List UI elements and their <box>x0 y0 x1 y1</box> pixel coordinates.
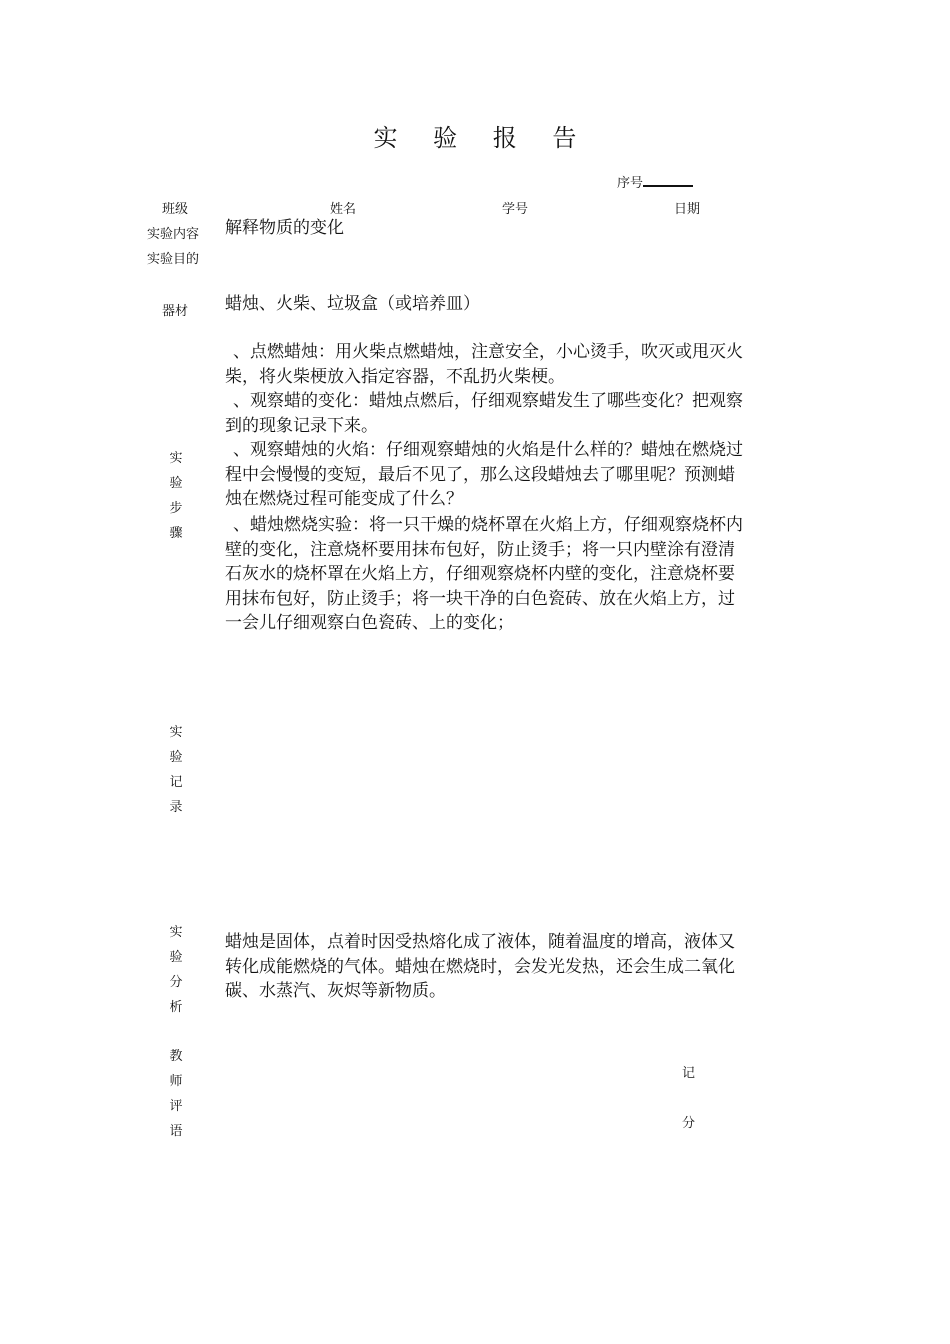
analysis-label-char: 验 <box>169 950 183 965</box>
analysis-line: 转化成能燃烧的气体。蜡烛在燃烧时，会发光发热，还会生成二氧化 <box>225 956 735 977</box>
step-item <box>225 389 810 438</box>
step-line: 烛在燃烧过程可能变成了什么？ <box>225 489 463 509</box>
record-label-char: 录 <box>169 800 183 815</box>
step-line: 一会儿仔细观察白色瓷砖、上的变化； <box>225 613 514 633</box>
analysis-text <box>225 930 810 1004</box>
step-line: 到的现象记录下来。 <box>225 415 378 436</box>
step-item <box>225 340 810 389</box>
record-label-char: 验 <box>169 750 183 765</box>
class-label: 班级 <box>162 202 189 217</box>
comment-label-char: 教 <box>169 1049 183 1064</box>
record-label <box>166 720 186 820</box>
analysis-label-char: 实 <box>169 925 183 940</box>
steps-label-char: 实 <box>169 451 183 466</box>
steps-label-char: 步 <box>169 501 183 516</box>
analysis-label-char: 析 <box>169 1000 183 1015</box>
analysis-line: 碳、水蒸汽、灰烬等新物质。 <box>225 981 446 1001</box>
comment-label-char: 师 <box>169 1074 183 1089</box>
step-item <box>225 513 810 636</box>
step-line: 、点燃蜡烛：用火柴点燃蜡烛，注意安全，小心烫手，吹灭或甩灭火 <box>233 342 743 362</box>
step-item <box>225 438 810 512</box>
record-label-char: 实 <box>169 725 183 740</box>
steps-label-char: 验 <box>169 476 183 491</box>
step-line: 、蜡烛燃烧实验：将一只干燥的烧杯罩在火焰上方，仔细观察烧杯内 <box>233 515 743 535</box>
analysis-line: 蜡烛是固体，点着时因受热熔化成了液体，随着温度的增高，液体又 <box>225 932 735 952</box>
step-line: 石灰水的烧杯罩在火焰上方，仔细观察烧杯内壁的变化，注意烧杯要 <box>225 564 735 584</box>
record-label-char: 记 <box>169 775 183 790</box>
score-label-char: 分 <box>682 1116 696 1131</box>
step-line: 、观察蜡烛的火焰：仔细观察蜡烛的火焰是什么样的？蜡烛在燃烧过 <box>233 440 743 460</box>
date-label: 日期 <box>674 202 701 217</box>
serial-number <box>617 172 693 191</box>
steps-label <box>166 446 186 546</box>
comment-label-char: 评 <box>169 1099 183 1114</box>
content-label: 实验内容 <box>147 227 200 242</box>
analysis-label <box>166 920 186 1020</box>
comment-label <box>166 1044 186 1144</box>
purpose-label: 实验目的 <box>147 252 200 267</box>
analysis-label-char: 分 <box>169 975 183 990</box>
comment-label-char: 语 <box>169 1124 183 1139</box>
materials-value: 蜡烛、火柴、垃圾盒（或培养皿） <box>225 294 480 314</box>
step-line: 壁的变化，注意烧杯要用抹布包好，防止烫手；将一只内壁涂有澄清 <box>225 539 735 560</box>
step-line: 柴，将火柴梗放入指定容器，不乱扔火柴梗。 <box>225 366 565 387</box>
student-id-label: 学号 <box>502 202 529 217</box>
materials-label: 器材 <box>162 304 189 319</box>
serial-blank <box>643 175 693 187</box>
step-line: 程中会慢慢的变短，最后不见了，那么这段蜡烛去了哪里呢？预测蜡 <box>225 464 735 485</box>
steps-label-char: 骤 <box>169 526 183 541</box>
serial-label: 序号 <box>617 176 644 191</box>
step-line: 用抹布包好，防止烫手；将一块干净的白色瓷砖、放在火焰上方，过 <box>225 588 735 609</box>
page-title: 实 验 报 告 <box>373 124 591 152</box>
step-line: 、观察蜡的变化：蜡烛点燃后，仔细观察蜡发生了哪些变化？把观察 <box>233 391 743 411</box>
name-label: 姓名 <box>330 202 357 217</box>
content-value: 解释物质的变化 <box>225 218 344 238</box>
score-label-char: 记 <box>682 1066 696 1081</box>
